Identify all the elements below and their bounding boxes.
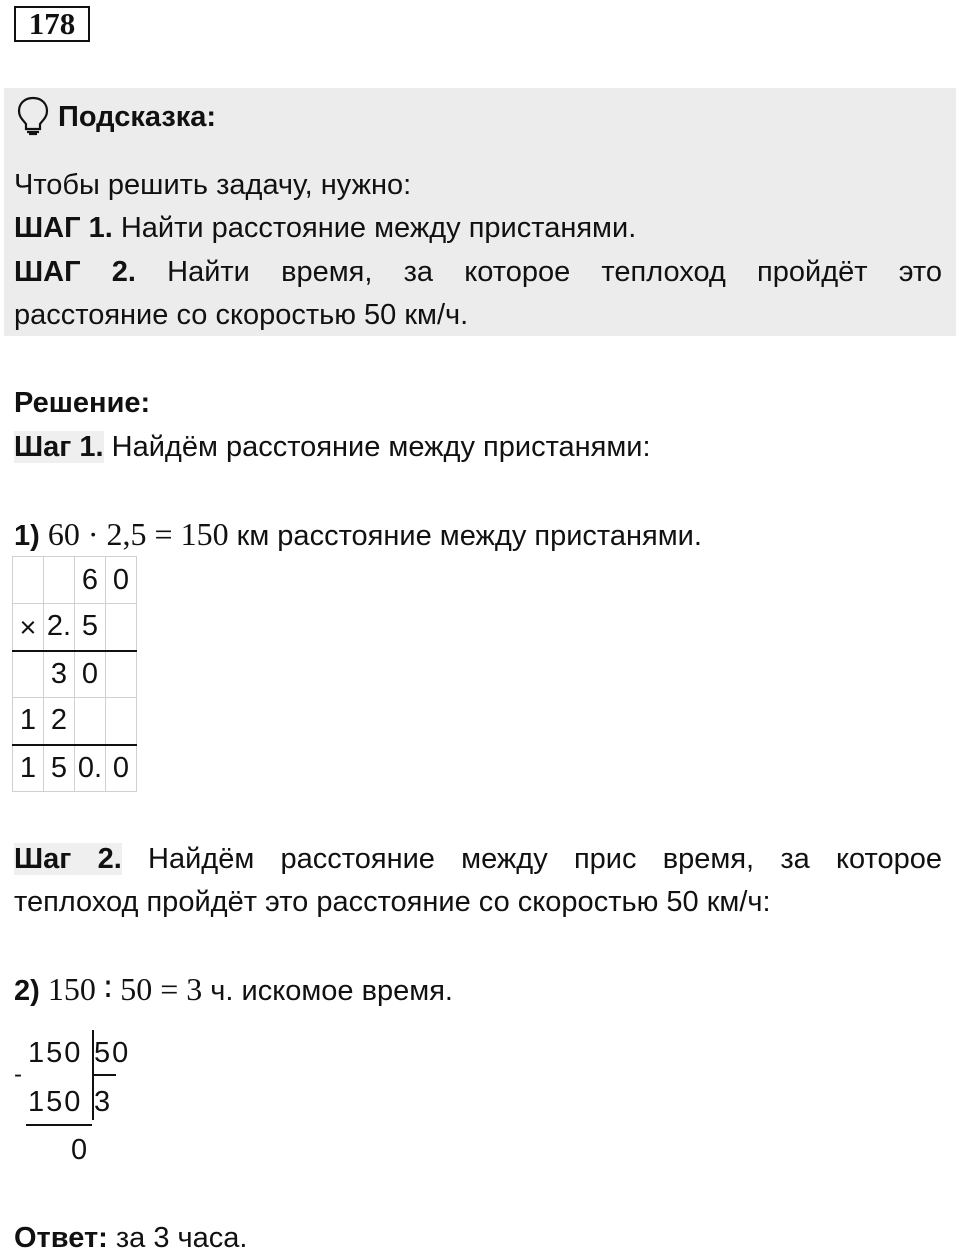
answer-label: Ответ:	[14, 1222, 108, 1254]
calc1-text: км расстояние между пристанями.	[236, 520, 702, 552]
division-result-line	[26, 1124, 92, 1126]
grid-cell	[106, 651, 137, 698]
grid-cell	[75, 698, 106, 745]
grid-cell: 1	[13, 745, 44, 792]
answer-text: за 3 часа.	[115, 1222, 248, 1254]
calc2	[14, 969, 453, 1011]
solution-step2-label: Шаг 2.	[14, 843, 122, 875]
multiplication-grid	[12, 556, 137, 792]
calc2-number: 2)	[14, 975, 40, 1007]
lightbulb-icon	[16, 96, 50, 136]
grid-cell: 0.	[75, 745, 106, 792]
grid-cell: 0	[75, 651, 106, 698]
grid-cell: 3	[44, 651, 75, 698]
grid-cell	[106, 604, 137, 651]
grid-cell: 6	[75, 557, 106, 604]
hint-step1-text: Найти расстояние между пристанями.	[120, 212, 637, 244]
solution-step1	[14, 427, 651, 467]
solution-step1-text: Найдём расстояние между пристанями:	[111, 431, 651, 463]
task-number: 178	[14, 6, 90, 42]
division-dividend: 150	[28, 1037, 83, 1069]
hint-step2-line2: расстояние со скоростью 50 км/ч.	[14, 299, 469, 331]
division-minus: -	[14, 1061, 24, 1088]
long-division	[10, 1030, 150, 1170]
calc2-expression: 150 ∶ 50 = 3	[47, 971, 203, 1007]
hint-intro: Чтобы решить задачу, нужно:	[14, 169, 412, 201]
grid-cell	[13, 651, 44, 698]
grid-cell: 5	[44, 745, 75, 792]
calc1-expression: 60 · 2,5 = 150	[47, 516, 229, 552]
hint-title: Подсказка:	[58, 101, 217, 133]
division-quotient-line	[92, 1074, 116, 1076]
grid-cell: 2.	[44, 604, 75, 651]
multiply-sign: ×	[13, 604, 44, 651]
division-quotient: 3	[94, 1086, 113, 1118]
hint-step2-line1	[14, 252, 942, 292]
grid-cell: 1	[13, 698, 44, 745]
solution-step2-text: Найдём расстояние между прис время, за которое	[148, 843, 942, 875]
grid-cell	[106, 698, 137, 745]
grid-cell: 5	[75, 604, 106, 651]
grid-cell: 0	[106, 557, 137, 604]
division-divisor: 50	[94, 1037, 131, 1069]
solution-step2-line2: теплоход пройдёт это расстояние со скоростью 50 км/ч:	[14, 886, 771, 918]
division-remainder: 0	[71, 1134, 90, 1166]
division-subtrahend: 150	[28, 1086, 83, 1118]
hint-step2-text: Найти время, за которое теплоход пройдёт это	[167, 256, 942, 288]
calc1	[14, 514, 702, 556]
grid-cell	[44, 557, 75, 604]
solution-step1-label: Шаг 1.	[14, 431, 104, 463]
solution-title: Решение:	[14, 387, 151, 419]
grid-cell: 0	[106, 745, 137, 792]
grid-cell	[13, 557, 44, 604]
calc2-text: ч. искомое время.	[210, 975, 453, 1007]
hint-step1	[14, 208, 636, 248]
grid-cell: 2	[44, 698, 75, 745]
answer	[14, 1218, 247, 1258]
hint-step2-label: ШАГ 2.	[14, 256, 136, 288]
calc1-number: 1)	[14, 520, 40, 552]
solution-step2-line1	[14, 839, 942, 879]
hint-step1-label: ШАГ 1.	[14, 212, 113, 244]
